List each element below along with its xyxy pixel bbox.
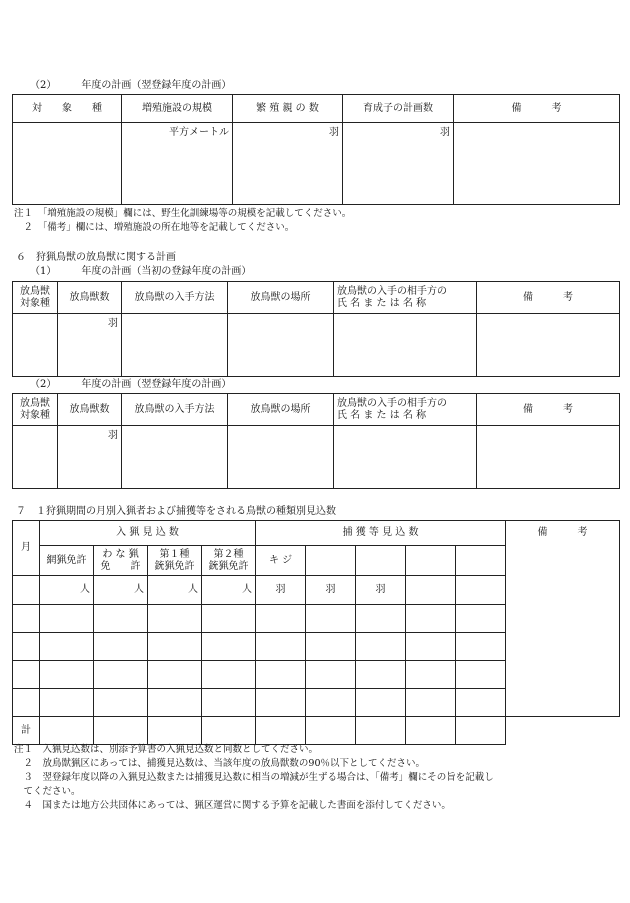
- header-net-license: 網猟免許: [40, 546, 94, 576]
- note-line: ２ 放鳥獣猟区にあっては、捕獲見込数は、当該年度の放鳥獣数の90％以下としてください。: [14, 758, 425, 769]
- unit-bird: 羽: [343, 123, 454, 205]
- unit-bird: 羽: [58, 314, 122, 377]
- section-heading: ７ １狩猟期間の月別入猟者および捕獲等をされる鳥獣の種類別見込数: [16, 506, 336, 517]
- release-plan-table-2: 放鳥獣 対象種 放鳥獣数 放鳥獣の入手方法 放鳥獣の場所 放鳥獣の入手の相手方の 氏 名 ま た は 名 称 備 考 羽: [12, 393, 620, 489]
- unit-person: 人: [94, 576, 148, 605]
- header-remarks: 備 考: [506, 521, 620, 717]
- header-count: 放鳥獣数: [58, 394, 122, 426]
- header-count: 放鳥獣数: [58, 282, 122, 314]
- unit-square-meter: 平方メートル: [122, 123, 233, 205]
- header-chicks: 育成子の計画数: [343, 95, 454, 123]
- header-capture: 捕 獲 等 見 込 数: [256, 521, 506, 546]
- header-month: 月: [13, 521, 40, 576]
- total-row: [13, 717, 620, 745]
- header-entry: 入 猟 見 込 数: [40, 521, 256, 546]
- section-heading: （2） 年度の計画（翌登録年度の計画）: [30, 379, 232, 390]
- unit-bird: 羽: [58, 426, 122, 489]
- total-label: 計: [13, 717, 40, 745]
- header-partner: 放鳥獣の入手の相手方の: [337, 285, 447, 297]
- monthly-estimate-table: 月 入 猟 見 込 数 捕 獲 等 見 込 数 備 考 網猟免許 わ な 猟 免 許 第１種 銃猟免許 第２種 銃猟免許 キ ジ 人 人 人 人 羽 羽 羽 計: [12, 520, 620, 745]
- header-remarks: 備 考: [477, 394, 620, 426]
- header-method: 放鳥獣の入手方法: [122, 282, 228, 314]
- header-parents: 繁 殖 親 の 数: [233, 95, 343, 123]
- section-heading: （1） 年度の計画（当初の登録年度の計画）: [30, 266, 252, 277]
- section-heading: （2） 年度の計画（翌登録年度の計画）: [30, 80, 232, 91]
- header-remarks: 備 考: [477, 282, 620, 314]
- header-facility: 増殖施設の規模: [122, 95, 233, 123]
- unit-person: 人: [148, 576, 202, 605]
- release-plan-table-1: 放鳥獣 対象種 放鳥獣数 放鳥獣の入手方法 放鳥獣の場所 放鳥獣の入手の相手方の 氏 名 ま た は 名 称 備 考 羽: [12, 281, 620, 377]
- header-remarks: 備 考: [454, 95, 620, 123]
- breeding-plan-table: [12, 94, 620, 205]
- note-line: 注１ 「増殖施設の規模」欄には、野生化訓練場等の規模を記載してください。: [14, 208, 352, 219]
- note-line: ４ 国または地方公共団体にあっては、猟区運営に関する予算を記載した書面を添付してください。: [14, 800, 451, 811]
- header-place: 放鳥獣の場所: [228, 394, 334, 426]
- unit-person: 人: [202, 576, 256, 605]
- header-place: 放鳥獣の場所: [228, 282, 334, 314]
- header-method: 放鳥獣の入手方法: [122, 394, 228, 426]
- header-partner: 放鳥獣の入手の相手方の: [337, 397, 447, 409]
- note-line: 注１ 入猟見込数は、別添予算書の入猟見込数と同数としてください。: [14, 744, 319, 755]
- note-line: ２ 「備考」欄には、増殖施設の所在地等を記載してください。: [14, 222, 295, 233]
- unit-bird: 羽: [256, 576, 306, 605]
- unit-person: 人: [40, 576, 94, 605]
- unit-bird: 羽: [306, 576, 356, 605]
- header-trap-license: わ な 猟: [102, 548, 139, 560]
- note-line: てください。: [14, 786, 81, 797]
- note-line: ３ 翌登録年度以降の入猟見込数または捕獲見込数に相当の増減が生ずる場合は、「備考」欄にその旨を記載し: [14, 772, 494, 783]
- unit-bird: 羽: [233, 123, 343, 205]
- header-species: 対 象 種: [13, 95, 122, 123]
- section-heading: ６ 狩猟鳥獣の放鳥獣に関する計画: [16, 252, 176, 263]
- header-target: 放鳥獣: [20, 397, 50, 409]
- header-gun2-license: 第２種: [213, 548, 244, 560]
- header-target: 放鳥獣: [20, 285, 50, 297]
- header-kiji: キ ジ: [256, 546, 306, 576]
- unit-bird: 羽: [356, 576, 406, 605]
- header-gun1-license: 第１種: [159, 548, 190, 560]
